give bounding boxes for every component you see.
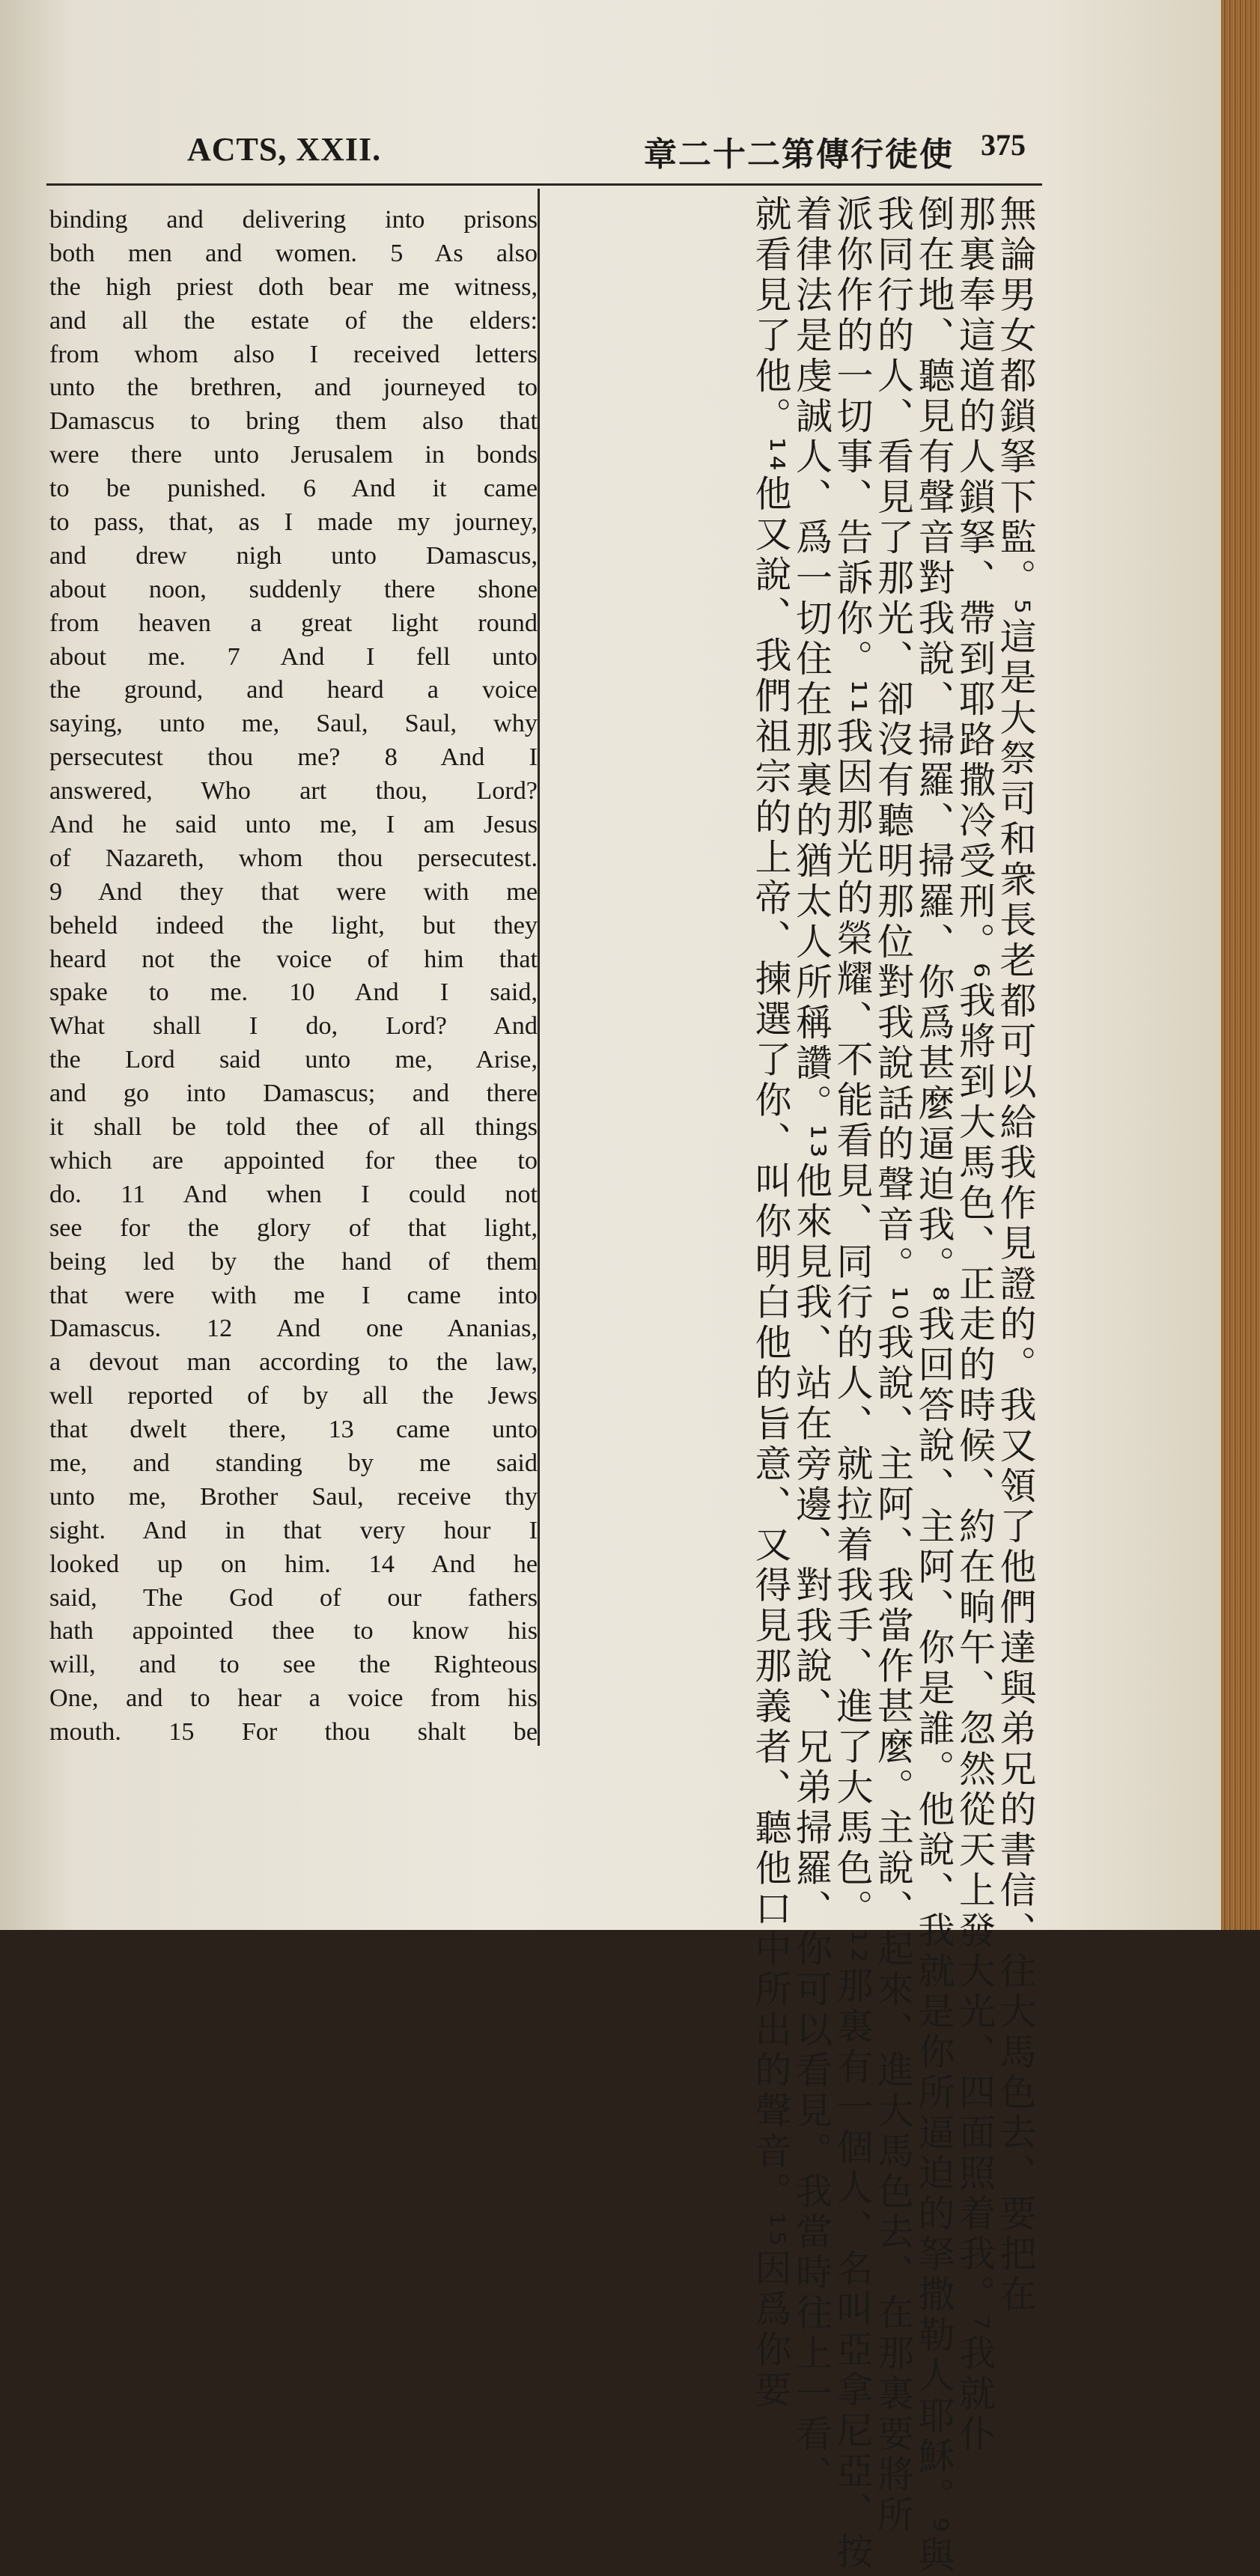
english-line: mouth. 15 For thou shalt be <box>49 1718 538 1747</box>
english-line: being led by the hand of them <box>49 1247 538 1276</box>
english-line: And he said unto me, I am Jesus <box>49 811 538 839</box>
english-line: of Nazareth, whom thou persecutest. <box>49 844 538 872</box>
english-line: which are appointed for thee to <box>49 1146 538 1175</box>
english-line: binding and delivering into prisons <box>49 206 538 234</box>
english-line: to pass, that, as I made my journey, <box>49 508 538 537</box>
page-number: 375 <box>981 128 1026 162</box>
english-line: unto the brethren, and journeyed to <box>49 374 538 402</box>
english-line: unto me, Brother Saul, receive thy <box>49 1482 538 1511</box>
english-line: said, The God of our fathers <box>49 1583 538 1612</box>
chinese-column: 倒在地、聽見有聲音對我說、掃羅、掃羅、你爲甚麼逼迫我。⁸我回答說、主阿、你是誰。他說、我就是你所逼迫的拏撒勒人耶穌。⁹與 <box>913 195 955 2576</box>
header-title-english: ACTS, XXII. <box>187 131 382 168</box>
english-line: from whom also I received letters <box>49 340 538 368</box>
english-line: and all the estate of the elders: <box>49 306 538 335</box>
english-line: me, and standing by me said <box>49 1449 538 1477</box>
english-line: heard not the voice of him that <box>49 945 538 973</box>
english-line: 9 And they that were with me <box>49 877 538 906</box>
english-line: well reported of by all the Jews <box>49 1382 538 1410</box>
english-line: about me. 7 And I fell unto <box>49 642 538 671</box>
english-line: and go into Damascus; and there <box>49 1080 538 1108</box>
english-line: to be punished. 6 And it came <box>49 475 538 503</box>
english-line: One, and to hear a voice from his <box>49 1684 538 1713</box>
english-text-column <box>49 204 538 1761</box>
english-line: about noon, suddenly there shone <box>49 575 538 603</box>
chinese-column: 着律法是虔誠人、爲一切住在那裏的猶太人所稱讚。¹³他來見我、站在旁邊、對我說、兄弟掃羅、你可以看見。我當時往上一看、 <box>790 195 833 2496</box>
english-line: will, and to see the Righteous <box>49 1651 538 1679</box>
column-divider <box>538 189 540 1746</box>
english-line: do. 11 And when I could not <box>49 1180 538 1208</box>
english-line: that were with me I came into <box>49 1281 538 1309</box>
chinese-column: 就看見了他。¹⁴他又說、我們祖宗的上帝、揀選了你、叫你明白他的旨意、又得見那義者、聽他口中所出的聲音。¹⁵因爲你要 <box>749 195 792 2411</box>
english-line: the Lord said unto me, Arise, <box>49 1046 538 1074</box>
chinese-column: 那裏奉這道的人鎖拏、帶到耶路撒冷受刑。⁶我將到大馬色、正走的時候、約在晌午、忽然從天上發大光、四面照着我。⁷我就仆 <box>953 195 996 2455</box>
english-line: looked up on him. 14 And he <box>49 1550 538 1578</box>
english-line: Damascus. 12 And one Ananias, <box>49 1315 538 1343</box>
english-line: the ground, and heard a voice <box>49 676 538 704</box>
chinese-text-column <box>545 195 1037 2576</box>
chinese-column: 無論男女都鎖拏下監。⁵這是大祭司和衆長老都可以給我作見證的。我又領了他們達與弟兄的書信、往大馬色去、要把在 <box>994 195 1037 2315</box>
english-line: were there unto Jerusalem in bonds <box>49 441 538 469</box>
english-line: a devout man according to the law, <box>49 1348 538 1377</box>
chinese-column: 派你作的一切事、告訴你。¹¹我因那光的榮耀、不能看見、同行的人、就拉着我手、進了大馬色。¹²那裏有一個人、名叫亞拿尼亞、按 <box>831 195 874 2573</box>
english-line: Damascus to bring them also that <box>49 407 538 436</box>
english-line: that dwelt there, 13 came unto <box>49 1416 538 1444</box>
page-edges <box>1221 0 1260 1930</box>
english-line: hath appointed thee to know his <box>49 1617 538 1645</box>
english-line: both men and women. 5 As also <box>49 239 538 267</box>
english-line: from heaven a great light round <box>49 609 538 637</box>
english-line: saying, unto me, Saul, Saul, why <box>49 710 538 738</box>
english-line: sight. And in that very hour I <box>49 1516 538 1544</box>
english-line: and drew nigh unto Damascus, <box>49 541 538 570</box>
english-line: answered, Who art thou, Lord? <box>49 777 538 806</box>
english-line: spake to me. 10 And I said, <box>49 978 538 1007</box>
english-line: persecutest thou me? 8 And I <box>49 743 538 772</box>
english-line: see for the glory of that light, <box>49 1214 538 1242</box>
header-rule <box>46 183 1042 186</box>
chinese-column: 我同行的人、看見了那光、卻沒有聽明那位對我說話的聲音。¹⁰我說、主阿、我當作甚麼。主說、起來、進大馬色去、在那裏要將所 <box>871 195 915 2536</box>
english-line: What shall I do, Lord? And <box>49 1012 538 1041</box>
english-line: it shall be told thee of all things <box>49 1113 538 1142</box>
english-line: beheld indeed the light, but they <box>49 911 538 940</box>
english-line: the high priest doth bear me witness, <box>49 272 538 301</box>
header-title-chinese: 章二十二第傳行徒使 <box>644 136 954 174</box>
page-header <box>187 126 1041 178</box>
